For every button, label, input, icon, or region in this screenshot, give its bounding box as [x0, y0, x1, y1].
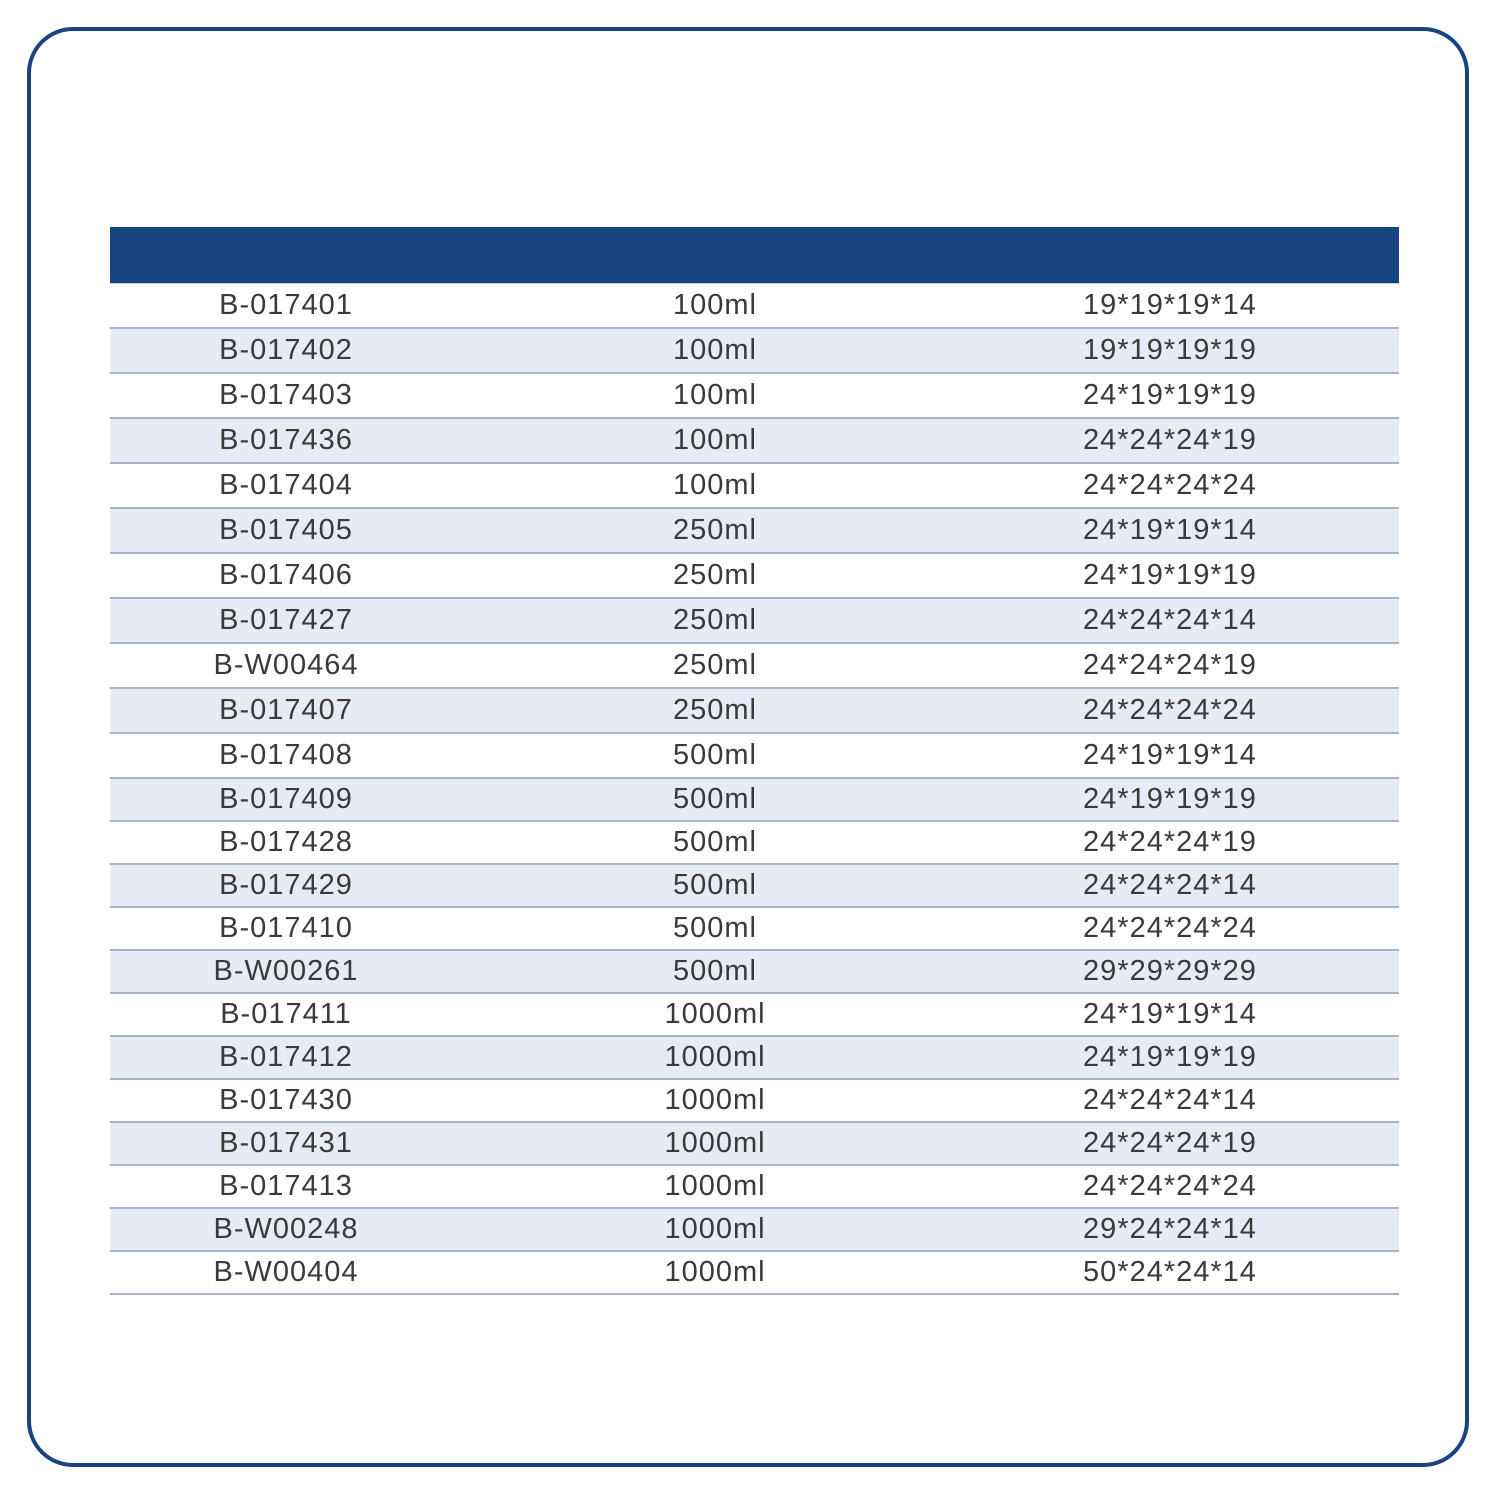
cell-volume: 1000ml: [664, 1170, 766, 1202]
cell-spec: 24*24*24*24: [1083, 469, 1257, 501]
cell-spec: 24*24*24*19: [1083, 424, 1257, 456]
cell-volume: 100ml: [673, 334, 757, 366]
cell-spec: 24*19*19*19: [1083, 559, 1257, 591]
cell-code: B-017404: [219, 469, 353, 501]
table-row: [110, 689, 1399, 734]
table-row: [110, 822, 1399, 865]
cell-code: B-017403: [219, 379, 353, 411]
product-table: [110, 227, 1399, 1295]
table-row: [110, 329, 1399, 374]
cell-code: B-017429: [219, 869, 353, 901]
cell-volume: 500ml: [673, 783, 757, 815]
table-row: [110, 599, 1399, 644]
cell-volume: 100ml: [673, 424, 757, 456]
table-row: [110, 951, 1399, 994]
table-row: [110, 1209, 1399, 1252]
header-cell-spec: [1040, 227, 1300, 283]
cell-code: B-017427: [219, 604, 353, 636]
cell-spec: 24*19*19*14: [1083, 998, 1257, 1030]
cell-code: B-017413: [219, 1170, 353, 1202]
table-header: [110, 227, 1399, 283]
cell-code: B-017430: [219, 1084, 353, 1116]
cell-volume: 100ml: [673, 379, 757, 411]
cell-spec: 24*24*24*24: [1083, 1170, 1257, 1202]
cell-spec: 50*24*24*14: [1083, 1256, 1257, 1288]
cell-code: B-W00464: [213, 649, 359, 681]
cell-code: B-017410: [219, 912, 353, 944]
cell-volume: 1000ml: [664, 1084, 766, 1116]
cell-code: B-017409: [219, 783, 353, 815]
cell-spec: 19*19*19*14: [1083, 289, 1257, 321]
table-row: [110, 908, 1399, 951]
cell-code: B-017412: [219, 1041, 353, 1073]
cell-spec: 24*24*24*19: [1083, 649, 1257, 681]
cell-spec: 29*29*29*29: [1083, 955, 1257, 987]
cell-spec: 24*24*24*19: [1083, 1127, 1257, 1159]
cell-volume: 500ml: [673, 739, 757, 771]
cell-volume: 1000ml: [664, 1256, 766, 1288]
cell-code: B-W00248: [213, 1213, 359, 1245]
table-row: [110, 779, 1399, 822]
cell-spec: 19*19*19*19: [1083, 334, 1257, 366]
cell-spec: 24*24*24*19: [1083, 826, 1257, 858]
header-cell-volume: [595, 227, 835, 283]
table-row: [110, 734, 1399, 779]
table-row: [110, 865, 1399, 908]
cell-volume: 250ml: [673, 604, 757, 636]
cell-volume: 1000ml: [664, 1213, 766, 1245]
cell-volume: 500ml: [673, 869, 757, 901]
table-row: [110, 464, 1399, 509]
cell-spec: 24*24*24*24: [1083, 912, 1257, 944]
cell-code: B-017436: [219, 424, 353, 456]
cell-code: B-017428: [219, 826, 353, 858]
cell-spec: 24*19*19*14: [1083, 514, 1257, 546]
cell-volume: 100ml: [673, 289, 757, 321]
cell-volume: 250ml: [673, 649, 757, 681]
table-row: [110, 1166, 1399, 1209]
cell-volume: 1000ml: [664, 1041, 766, 1073]
cell-volume: 500ml: [673, 826, 757, 858]
table-row: [110, 419, 1399, 464]
header-cell-code: [166, 227, 406, 283]
table-row: [110, 1252, 1399, 1295]
cell-code: B-017406: [219, 559, 353, 591]
table-body: [110, 284, 1399, 1295]
cell-volume: 100ml: [673, 469, 757, 501]
cell-volume: 250ml: [673, 694, 757, 726]
cell-spec: 24*24*24*14: [1083, 1084, 1257, 1116]
table-row: [110, 374, 1399, 419]
cell-volume: 250ml: [673, 559, 757, 591]
table-row: [110, 1123, 1399, 1166]
cell-spec: 24*24*24*24: [1083, 694, 1257, 726]
cell-volume: 1000ml: [664, 998, 766, 1030]
cell-code: B-W00261: [213, 955, 359, 987]
cell-code: B-017401: [219, 289, 353, 321]
cell-spec: 24*19*19*14: [1083, 739, 1257, 771]
cell-spec: 29*24*24*14: [1083, 1213, 1257, 1245]
table-row: [110, 1037, 1399, 1080]
cell-spec: 24*24*24*14: [1083, 604, 1257, 636]
cell-volume: 250ml: [673, 514, 757, 546]
cell-code: B-017407: [219, 694, 353, 726]
table-row: [110, 554, 1399, 599]
cell-spec: 24*19*19*19: [1083, 1041, 1257, 1073]
cell-code: B-017402: [219, 334, 353, 366]
cell-spec: 24*19*19*19: [1083, 379, 1257, 411]
table-row: [110, 284, 1399, 329]
cell-code: B-017408: [219, 739, 353, 771]
table-row: [110, 994, 1399, 1037]
cell-volume: 500ml: [673, 912, 757, 944]
cell-code: B-017405: [219, 514, 353, 546]
cell-code: B-017411: [220, 998, 352, 1030]
cell-volume: 1000ml: [664, 1127, 766, 1159]
cell-spec: 24*24*24*14: [1083, 869, 1257, 901]
cell-code: B-W00404: [213, 1256, 359, 1288]
table-row: [110, 1080, 1399, 1123]
table-row: [110, 509, 1399, 554]
cell-volume: 500ml: [673, 955, 757, 987]
cell-code: B-017431: [219, 1127, 353, 1159]
cell-spec: 24*19*19*19: [1083, 783, 1257, 815]
table-row: [110, 644, 1399, 689]
